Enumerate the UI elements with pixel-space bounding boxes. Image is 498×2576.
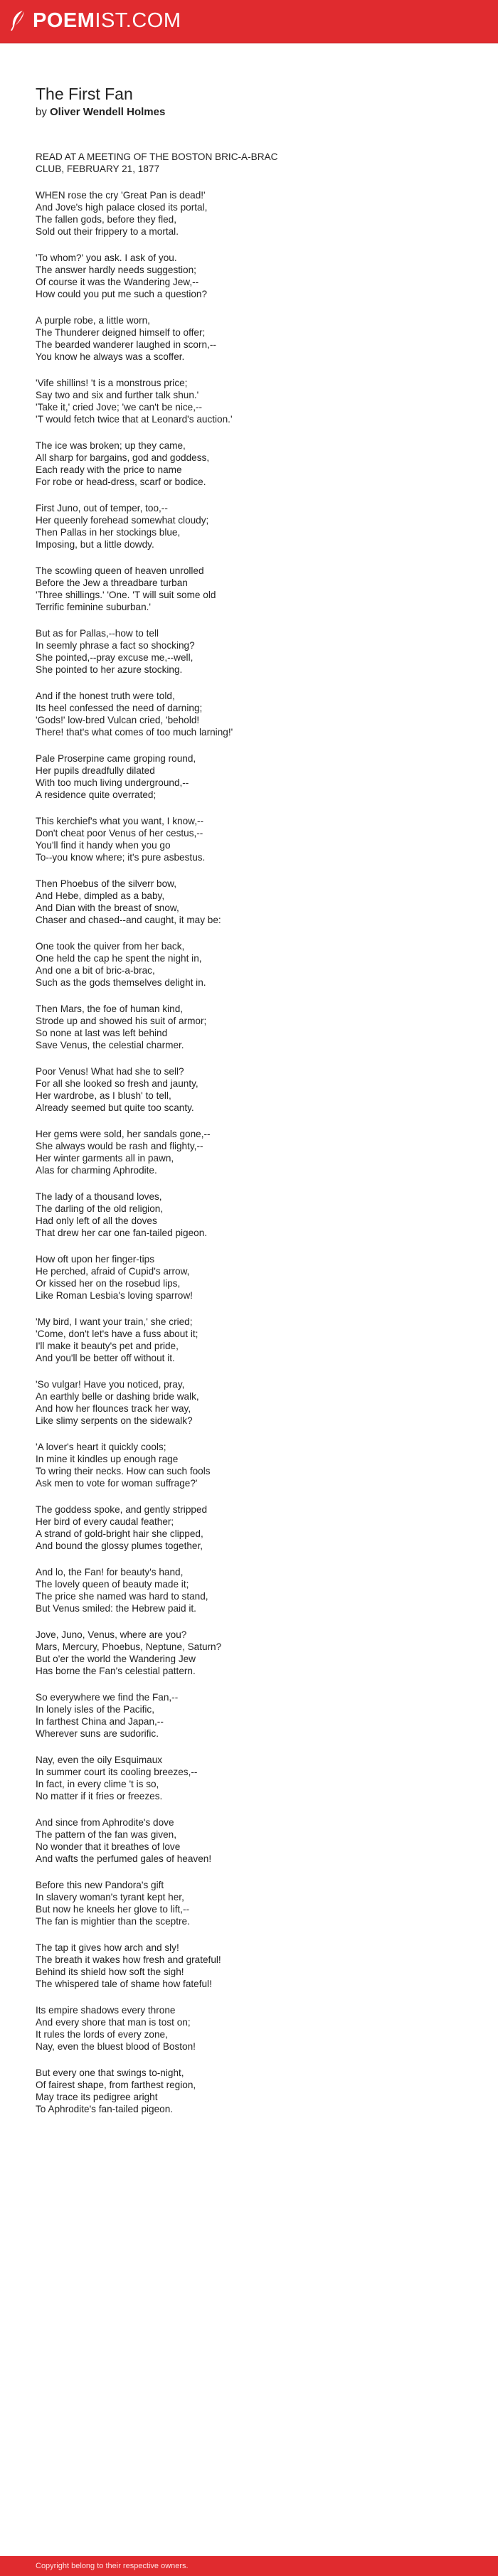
poem-line: No wonder that it breathes of love [36,1841,181,1852]
poem-line: And lo, the Fan! for beauty's hand, [36,1567,184,1577]
poem-line: How could you put me such a question? [36,289,208,299]
poem-line: One took the quiver from her back, [36,941,185,952]
poem-line: And how her flounces track her way, [36,1403,191,1414]
site-footer [0,2556,498,2576]
poem-line: The scowling queen of heaven unrolled [36,565,204,576]
poem-line: You know he always was a scoffer. [36,351,185,362]
stanza [36,815,462,863]
poem-line: Say two and six and further talk shun.' [36,390,199,400]
stanza [36,1128,462,1176]
poem-line: And Dian with the breast of snow, [36,903,179,913]
poem-line: Or kissed her on the rosebud lips, [36,1278,181,1289]
poem-line: How oft upon her finger-tips [36,1254,154,1265]
poem-line: Her queenly forehead somewhat cloudy; [36,515,209,526]
poem-line: One held the cap he spent the night in, [36,953,202,964]
copyright-text: Copyright belong to their respective owners. [36,2562,189,2570]
poem-line: Sold out their frippery to a mortal. [36,226,179,237]
by-label: by [36,106,47,118]
poem-line: And Jove's high palace closed its portal, [36,202,208,213]
poem-line: She pointed,--pray excuse me,--well, [36,652,194,663]
poem-line: So none at last was left behind [36,1028,168,1038]
poem-line: Has borne the Fan's celestial pattern. [36,1666,196,1676]
stanza [36,151,462,175]
poem-line: And bound the glossy plumes together, [36,1540,203,1551]
poem-line: Save Venus, the celestial charmer. [36,1040,184,1050]
poem-line: First Juno, out of temper, too,-- [36,503,168,513]
poem-line: But as for Pallas,--how to tell [36,628,159,639]
stanza [36,1065,462,1114]
poem-line: In lonely isles of the Pacific, [36,1704,154,1715]
poem-line: 'Come, don't let's have a fuss about it; [36,1329,198,1339]
poem-line: Pale Proserpine came groping round, [36,753,196,764]
stanza [36,314,462,363]
poem-line: This kerchief's what you want, I know,-- [36,816,204,826]
stanza [36,1754,462,1802]
poem-line: In mine it kindles up enough rage [36,1454,179,1464]
poem-line: It rules the lords of every zone, [36,2029,168,2040]
poem-line: Her gems were sold, her sandals gone,-- [36,1129,211,1139]
poem-line: Of course it was the Wandering Jew,-- [36,277,199,287]
poem-line: The lovely queen of beauty made it; [36,1579,189,1590]
stanza [36,2004,462,2053]
poem-line: But now he kneels her glove to lift,-- [36,1904,190,1915]
feather-quill-icon [9,10,27,31]
poem-line: A strand of gold-bright hair she clipped, [36,1528,203,1539]
stanza [36,1566,462,1614]
stanza [36,1879,462,1927]
stanza [36,940,462,989]
poem-line: Poor Venus! What had she to sell? [36,1066,184,1077]
poem-line: So everywhere we find the Fan,-- [36,1692,179,1703]
poem-line: Imposing, but a little dowdy. [36,539,154,550]
poem-line: 'Three shillings.' 'One. 'T will suit some old [36,590,216,600]
logo-secondary: IST.COM [95,9,181,32]
poem-line: And since from Aphrodite's dove [36,1817,174,1828]
poem-line: Jove, Juno, Venus, where are you? [36,1629,187,1640]
poem-line: Then Mars, the foe of human kind, [36,1004,184,1014]
poem-line: Her wardrobe, as I blush' to tell, [36,1090,171,1101]
stanza [36,1503,462,1552]
poem-line: And every shore that man is tost on; [36,2017,191,2028]
poem-line: She pointed to her azure stocking. [36,664,183,675]
poem-line: And if the honest truth were told, [36,691,175,701]
poem-line: Had only left of all the doves [36,1215,157,1226]
stanza [36,1003,462,1051]
poem-line: Don't cheat poor Venus of her cestus,-- [36,828,203,839]
poem-line: 'To whom?' you ask. I ask of you. [36,252,177,263]
poem-line: The fan is mightier than the sceptre. [36,1916,190,1927]
poem-line: The Thunderer deigned himself to offer; [36,327,206,338]
poem-line: A purple robe, a little worn, [36,315,150,326]
poem-line: 'Gods!' low-bred Vulcan cried, 'behold! [36,715,200,725]
poem-line: The pattern of the fan was given, [36,1829,176,1840]
stanza [36,1191,462,1239]
poem-line: That drew her car one fan-tailed pigeon. [36,1228,208,1238]
poem-line: All sharp for bargains, god and goddess, [36,452,210,463]
poem-line: And one a bit of bric-a-brac, [36,965,155,976]
poem-line: The bearded wanderer laughed in scorn,-- [36,339,216,350]
poem-line: In seemly phrase a fact so shocking? [36,640,195,651]
stanza [36,627,462,676]
stanza [36,252,462,300]
poem-line: There! that's what comes of too much larning!' [36,727,233,738]
poem-line: The price she named was hard to stand, [36,1591,208,1602]
stanza [36,878,462,926]
poem-line: Wherever suns are sudorific. [36,1728,159,1739]
poem-line: CLUB, FEBRUARY 21, 1877 [36,164,160,174]
poem-line: The whispered tale of shame how fateful! [36,1979,212,1989]
poem-line: The goddess spoke, and gently stripped [36,1504,208,1515]
poem-line: The ice was broken; up they came, [36,440,186,451]
poem-line: Before this new Pandora's gift [36,1880,164,1890]
poem-body [36,151,462,2115]
poem-line: The breath it wakes how fresh and grateful! [36,1954,221,1965]
poem-line: Like Roman Lesbia's loving sparrow! [36,1290,193,1301]
poem-line: You'll find it handy when you go [36,840,171,851]
poem-line: And you'll be better off without it. [36,1353,175,1363]
poem-line: Of fairest shape, from farthest region, [36,2080,196,2090]
poem-line: Its empire shadows every throne [36,2005,176,2016]
site-logo-text [33,10,181,31]
poem-line: Nay, even the bluest blood of Boston! [36,2041,196,2052]
stanza [36,1316,462,1364]
poem-line: A residence quite overrated; [36,789,157,800]
poem-line: Already seemed but quite too scanty. [36,1102,194,1113]
poem-line: Behind its shield how soft the sigh! [36,1966,184,1977]
poem-line: No matter if it fries or freezes. [36,1791,163,1801]
poem-line: Like slimy serpents on the sidewalk? [36,1415,193,1426]
poem-line: But Venus smiled: the Hebrew paid it. [36,1603,196,1614]
poem-line: Its heel confessed the need of darning; [36,703,203,713]
poem-line: With too much living underground,-- [36,777,189,788]
poem-line: 'So vulgar! Have you noticed, pray, [36,1379,185,1390]
stanza [36,2067,462,2115]
stanza [36,1816,462,1865]
poem-line: Alas for charming Aphrodite. [36,1165,157,1176]
poem-line: To Aphrodite's fan-tailed pigeon. [36,2104,174,2114]
poem-content [36,84,462,2129]
poem-line: May trace its pedigree aright [36,2092,158,2102]
poem-line: Then Pallas in her stockings blue, [36,527,181,538]
poem-line: The lady of a thousand loves, [36,1191,162,1202]
poem-line: Then Phoebus of the silverr bow, [36,878,176,889]
poem-line: Such as the gods themselves delight in. [36,977,206,988]
stanza [36,1942,462,1990]
poem-line: 'My bird, I want your train,' she cried; [36,1316,193,1327]
stanza [36,1629,462,1677]
poem-line: In farthest China and Japan,-- [36,1716,164,1727]
stanza [36,690,462,738]
stanza [36,1441,462,1489]
poem-line: Her winter garments all in pawn, [36,1153,174,1164]
poem-line: And wafts the perfumed gales of heaven! [36,1853,212,1864]
poem-line: Each ready with the price to name [36,464,182,475]
stanza [36,502,462,550]
site-logo-link[interactable] [9,10,181,31]
stanza [36,1691,462,1740]
poem-line: Terrific feminine suburban.' [36,602,152,612]
poem-line: 'Take it,' cried Jove; 'we can't be nice,-- [36,402,203,413]
poem-line: Mars, Mercury, Phoebus, Neptune, Saturn? [36,1641,222,1652]
byline [36,105,462,119]
poem-line: WHEN rose the cry 'Great Pan is dead!' [36,190,206,201]
poem-line: An earthly belle or dashing bride walk, [36,1391,199,1402]
poem-line: In slavery woman's tyrant kept her, [36,1892,184,1902]
poem-line: Before the Jew a threadbare turban [36,578,188,588]
poem-title: The First Fan [36,85,133,103]
site-header [0,0,498,43]
poem-line: She always would be rash and flighty,-- [36,1141,203,1151]
poem-line: In fact, in every clime 't is so, [36,1779,159,1789]
poem-line: The answer hardly needs suggestion; [36,265,196,275]
stanza [36,189,462,238]
poem-line: 'T would fetch twice that at Leonard's auction.' [36,414,233,425]
poem-line: To wring their necks. How can such fools [36,1466,211,1476]
poem-line: In summer court its cooling breezes,-- [36,1767,198,1777]
poem-line: Strode up and showed his suit of armor; [36,1016,207,1026]
stanza [36,1378,462,1427]
poem-line: He perched, afraid of Cupid's arrow, [36,1266,190,1277]
poem-line: The tap it gives how arch and sly! [36,1942,179,1953]
poem-line: But o'er the world the Wandering Jew [36,1654,196,1664]
poem-line: And Hebe, dimpled as a baby, [36,890,165,901]
stanza [36,377,462,425]
poem-line: Her pupils dreadfully dilated [36,765,155,776]
poem-line: For robe or head-dress, scarf or bodice. [36,477,206,487]
poem-line: Ask men to vote for woman suffrage?' [36,1478,198,1489]
poem-line: The darling of the old religion, [36,1203,164,1214]
poem-line: Nay, even the oily Esquimaux [36,1755,163,1765]
stanza [36,565,462,613]
poem-line: To--you know where; it's pure asbestus. [36,852,206,863]
logo-primary: POEM [33,9,95,32]
poem-line: I'll make it beauty's pet and pride, [36,1341,179,1351]
stanza [36,440,462,488]
author-link[interactable]: Oliver Wendell Holmes [50,106,166,118]
poem-line: 'A lover's heart it quickly cools; [36,1442,166,1452]
poem-line: 'Vife shillins! 't is a monstrous price; [36,378,188,388]
poem-line: READ AT A MEETING OF THE BOSTON BRIC-A-BRAC [36,151,278,162]
poem-line: Her bird of every caudal feather; [36,1516,174,1527]
poem-line: The fallen gods, before they fled, [36,214,176,225]
poem-line: Chaser and chased--and caught, it may be: [36,915,221,925]
stanza [36,1253,462,1302]
poem-line: For all she looked so fresh and jaunty, [36,1078,198,1089]
stanza [36,752,462,801]
poem-line: But every one that swings to-night, [36,2067,184,2078]
